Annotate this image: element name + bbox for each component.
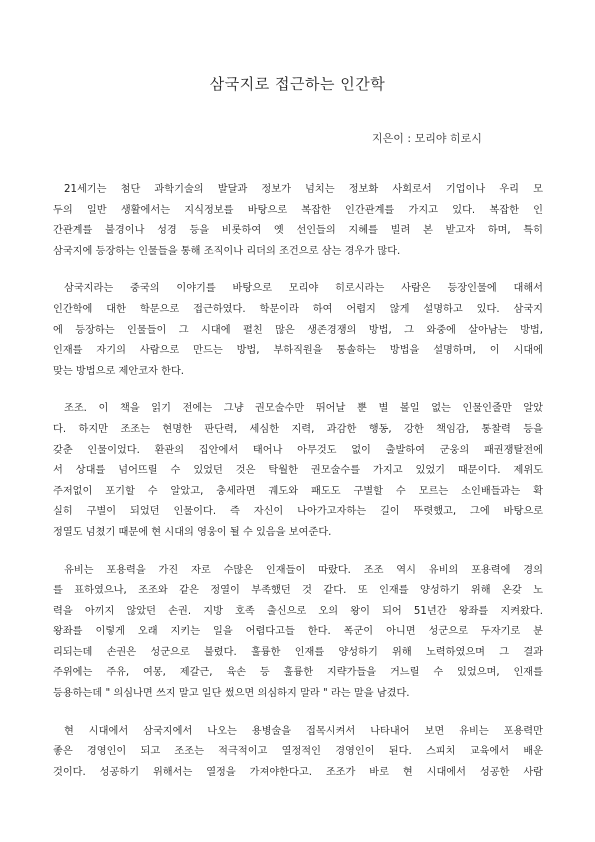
text-line: 갖춘 인물이었다. 환관의 집안에서 태어나 아무것도 없이 출발하여 군웅의 패권쟁탈전에 — [53, 444, 543, 456]
text-line: 력을 아끼지 않았던 손권. 지방 호족 출신으로 오의 왕이 되어 51년간 왕좌를 지켜왔다. — [53, 605, 543, 617]
text-line: 리되는데 손권은 성군으로 불렸다. 훌륭한 인재를 양성하기 위해 노력하였으며 그 결과 — [53, 646, 543, 658]
paragraph-1 — [53, 180, 543, 262]
text-line: 좋은 경영인이 되고 조조는 적극적이고 열정적인 경영인이 된다. 스피치 교육에서 배운 — [53, 746, 543, 758]
document-body — [53, 180, 543, 800]
text-line: 에 등장하는 인물들이 그 시대에 펼친 많은 생존경쟁의 방법, 그 와중에 살아남는 방법, — [53, 324, 543, 336]
text-line: 인간학에 대한 학문으로 접근하였다. 학문이라 하여 어렵지 않게 설명하고 있다. 삼국지 — [53, 303, 543, 315]
text-line: 삼국지에 등장하는 인물들을 통해 조직이나 리더의 조건으로 삼는 경우가 많다. — [53, 245, 401, 257]
text-line: 실히 구별이 되었던 인물이다. 즉 자신이 나아가고자하는 길이 뚜렷했고, 그에 바탕으로 — [53, 506, 543, 518]
text-line: 두의 일반 생활에서는 지식정보를 바탕으로 복잡한 인간관계를 가지고 있다. 복잡한 인 — [53, 204, 543, 216]
text-line: 조조. 이 책을 읽기 전에는 그냥 권모술수만 뛰어날 뿐 별 볼일 없는 인물인줄만 알았 — [64, 403, 543, 415]
text-line: 것이다. 성공하기 위해서는 열정을 가져야한다고. 조조가 바로 현 시대에서 성공한 사람 — [53, 766, 543, 778]
text-line: 주위에는 주유, 여몽, 제갈근, 육손 등 훌륭한 지략가들을 거느릴 수 있었으며, 인재를 — [53, 667, 543, 679]
text-line: 맞는 방법으로 제안코자 한다. — [53, 365, 185, 377]
text-line: 21세기는 첨단 과학기술의 발달과 정보가 넘치는 정보화 사회로서 기업이나 우리 모 — [64, 184, 543, 195]
text-line: 왕좌를 이렇게 오래 지키는 일을 어렵다고들 한다. 폭군이 아니면 성군으로 두자기로 분 — [53, 626, 543, 638]
text-line: 인재를 자기의 사람으로 만드는 방법, 부하직원을 통솔하는 방법을 설명하며, 이 시대에 — [53, 345, 543, 357]
text-line: 다. 하지만 조조는 현명한 판단력, 세심한 지력, 과감한 행동, 강한 책임감, 통찰력 등을 — [53, 423, 543, 435]
text-line: 유비는 포용력을 가진 자로 수많은 인재들이 따랐다. 조조 역시 유비의 포용력에 경의 — [64, 564, 543, 576]
paragraph-5 — [53, 722, 543, 784]
text-line: 현 시대에서 삼국지에서 나오는 용병술을 접목시켜서 나타내어 보면 유비는 포용력만 — [64, 725, 543, 737]
text-line: 등용하는데 " 의심나면 쓰지 말고 일단 썼으면 의심하지 말라 " 라는 말을 남겼다. — [53, 688, 410, 700]
text-line: 삼국지라는 중국의 이야기를 바탕으로 모리야 히로시라는 사람은 등장인물에 대해서 — [64, 283, 543, 295]
text-line: 정열도 넘쳤기 때문에 현 시대의 영웅이 될 수 있음을 보여준다. — [53, 526, 332, 538]
author-line: 지은이 : 모리야 히로시 — [372, 132, 482, 145]
text-line: 간관계를 불경이나 성경 등을 비롯하여 옛 선인들의 지혜를 빌려 본 받고자 하며, 특히 — [53, 225, 543, 237]
paragraph-4 — [53, 561, 543, 705]
paragraph-3 — [53, 399, 543, 543]
text-line: 서 상대를 넘어뜨릴 수 있었던 것은 탁월한 권모술수를 가지고 있었기 때문이다. 제위도 — [53, 465, 543, 477]
text-line: 를 표하였으나, 조조와 같은 정열이 부족했던 것 같다. 또 인재를 양성하기 위해 온갖 노 — [53, 585, 543, 597]
document-title: 삼국지로 접근하는 인간학 — [209, 75, 386, 93]
text-line: 주저없이 포기할 수 알았고, 충세라면 궤도와 패도도 구별할 수 모르는 소인배들과는 확 — [53, 485, 543, 497]
paragraph-2 — [53, 279, 543, 382]
